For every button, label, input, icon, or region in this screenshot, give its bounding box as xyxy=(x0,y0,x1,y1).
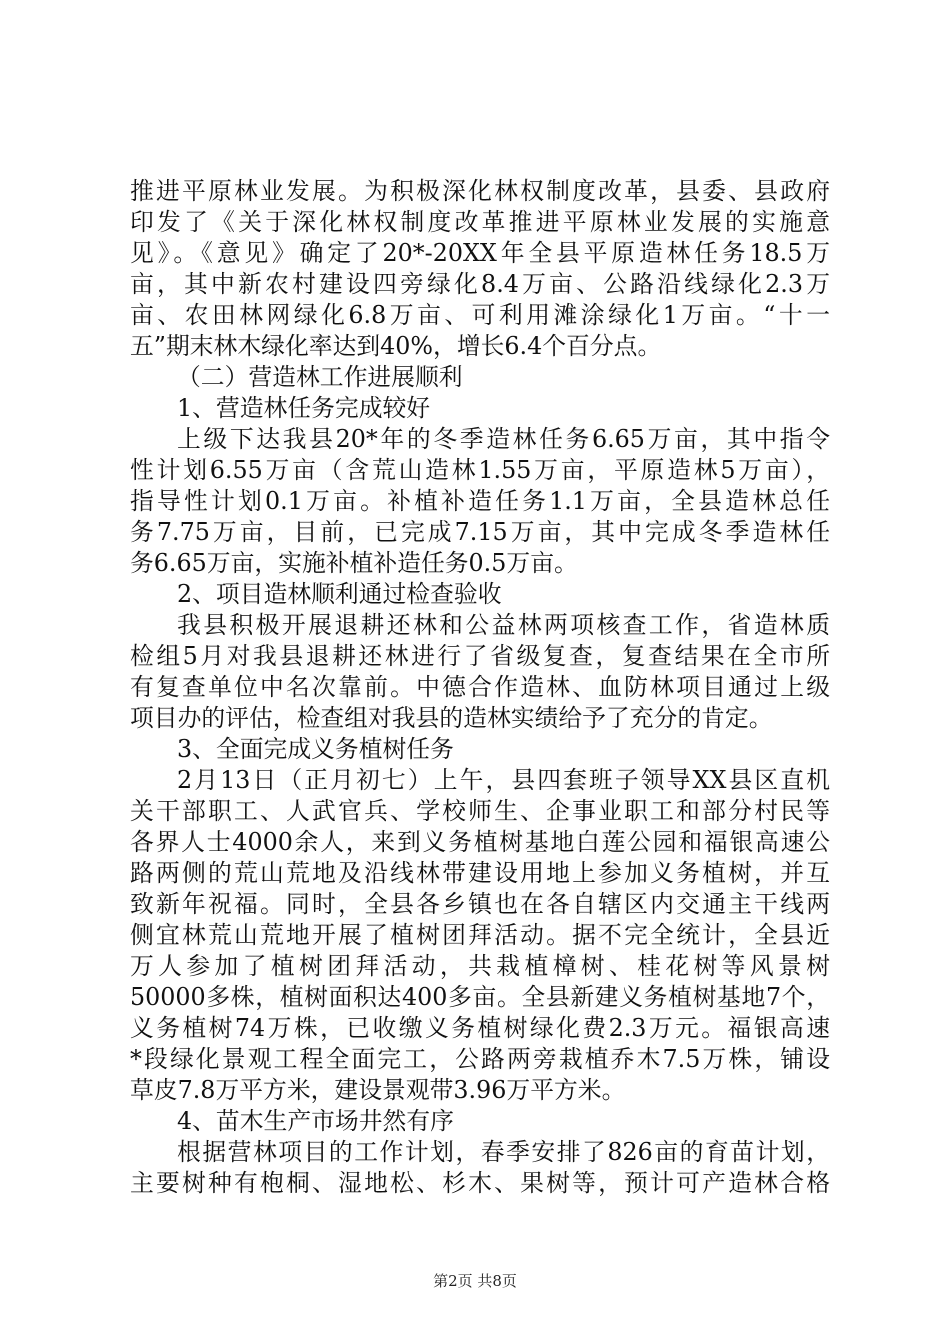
text-line: 侧宜林荒山荒地开展了植树团拜活动。据不完全统计，全县近 xyxy=(130,921,830,949)
text-line: 万人参加了植树团拜活动，共栽植樟树、桂花树等风景树 xyxy=(130,952,830,980)
page-number: 第2页 共8页 xyxy=(433,1272,517,1290)
section-heading: 4、苗木生产市场井然有序 xyxy=(177,1107,454,1135)
text-line: 我县积极开展退耕还林和公益林两项核查工作，省造林质 xyxy=(177,611,830,639)
text-line: 根据营林项目的工作计划，春季安排了826亩的育苗计划， xyxy=(177,1138,830,1166)
text-line: 2月13日（正月初七）上午，县四套班子领导XX县区直机 xyxy=(177,766,830,794)
text-line: 义务植树74万株，已收缴义务植树绿化费2.3万元。福银高速 xyxy=(130,1014,830,1042)
text-line: 项目办的评估，检查组对我县的造林实绩给予了充分的肯定。 xyxy=(130,704,773,732)
text-line: 关干部职工、人武官兵、学校师生、企事业职工和部分村民等 xyxy=(130,797,830,825)
text-line: 亩，其中新农村建设四旁绿化8.4万亩、公路沿线绿化2.3万 xyxy=(130,270,830,298)
text-line: 五”期末林木绿化率达到40%，增长6.4个百分点。 xyxy=(130,332,662,360)
text-line: 务7.75万亩，目前，已完成7.15万亩，其中完成冬季造林任 xyxy=(130,518,830,546)
document-body xyxy=(130,176,830,1199)
text-line: 各界人士4000余人，来到义务植树基地白莲公园和福银高速公 xyxy=(130,828,830,856)
section-heading: 1、营造林任务完成较好 xyxy=(177,394,431,422)
text-line: 印发了《关于深化林权制度改革推进平原林业发展的实施意 xyxy=(130,208,830,236)
text-line: 50000多株，植树面积达400多亩。全县新建义务植树基地7个， xyxy=(130,983,830,1011)
text-line: 推进平原林业发展。为积极深化林权制度改革，县委、县政府 xyxy=(130,177,830,205)
section-heading: 2、项目造林顺利通过检查验收 xyxy=(177,580,502,608)
text-line: 上级下达我县20*年的冬季造林任务6.65万亩，其中指令 xyxy=(177,425,830,453)
text-line: 主要树种有枹桐、湿地松、杉木、果树等，预计可产造林合格 xyxy=(130,1169,830,1197)
text-line: 路两侧的荒山荒地及沿线林带建设用地上参加义务植树，并互 xyxy=(130,859,830,887)
text-line: 检组5月对我县退耕还林进行了省级复查，复查结果在全市所 xyxy=(130,642,830,670)
text-line: 致新年祝福。同时，全县各乡镇也在各自辖区内交通主干线两 xyxy=(130,890,830,918)
text-line: 指导性计划0.1万亩。补植补造任务1.1万亩，全县造林总任 xyxy=(130,487,830,515)
text-line: 务6.65万亩，实施补植补造任务0.5万亩。 xyxy=(130,549,578,577)
text-line: *段绿化景观工程全面完工，公路两旁栽植乔木7.5万株，铺设 xyxy=(130,1045,830,1073)
page-footer xyxy=(0,1270,950,1291)
text-line: 有复查单位中名次靠前。中德合作造林、血防林项目通过上级 xyxy=(130,673,830,701)
section-heading: 3、全面完成义务植树任务 xyxy=(177,735,454,763)
text-line: 亩、农田林网绿化6.8万亩、可利用滩涂绿化1万亩。“十一 xyxy=(130,301,830,329)
text-line: 见》。《意见》确定了20*-20XX年全县平原造林任务18.5万 xyxy=(130,239,830,267)
text-line: 性计划6.55万亩（含荒山造林1.55万亩，平原造林5万亩）， xyxy=(130,456,830,484)
text-line: 草皮7.8万平方米，建设景观带3.96万平方米。 xyxy=(130,1076,626,1104)
section-heading: （二）营造林工作进展顺利 xyxy=(177,363,463,391)
